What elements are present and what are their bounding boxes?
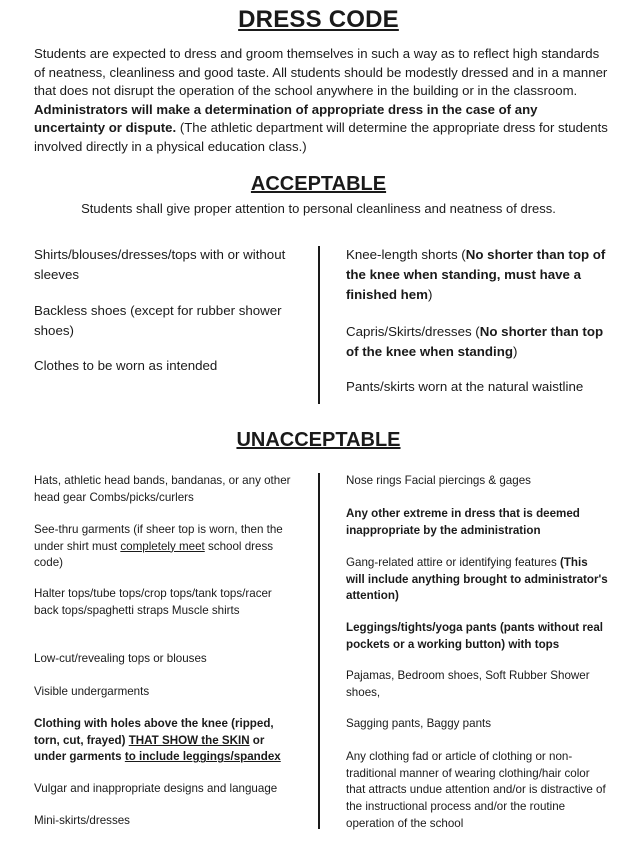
acceptable-item: Clothes to be worn as intended <box>34 358 218 373</box>
item-bold-text: No shorter than top of the knee when standing <box>346 324 604 359</box>
page-title: DRESS CODE <box>238 6 399 33</box>
item-bold-text: or under garments <box>34 733 265 764</box>
item-text: Knee-length shorts ( <box>346 247 466 262</box>
acceptable-item: Pants/skirts worn at the natural waistline <box>346 379 584 394</box>
item-bold-text: No shorter than top of the knee when standing, must have a finished hem <box>346 247 606 302</box>
unacceptable-item: Low-cut/revealing tops or blouses <box>34 652 207 665</box>
unacceptable-item: Any other extreme in dress that is deemed inappropriate by the administration <box>346 507 580 537</box>
unacceptable-item: Pajamas, Bedroom shoes, Soft Rubber Shower shoes, <box>346 669 590 699</box>
item-text: Capris/Skirts/dresses ( <box>346 324 480 339</box>
item-bold-text: (This will include anything brought to administrator's attention) <box>346 556 608 603</box>
unacceptable-item: Visible undergarments <box>34 685 150 698</box>
acceptable-item: Shirts/blouses/dresses/tops with or without sleeves <box>34 247 286 282</box>
intro-bold-statement: Administrators will make a determination of appropriate dress in the case of any uncertainty or dispute. <box>34 101 538 136</box>
unacceptable-item: Sagging pants, Baggy pants <box>346 717 492 730</box>
acceptable-subtitle: Students shall give proper attention to personal cleanliness and neatness of dress. <box>81 201 556 216</box>
intro-paragraph <box>34 45 609 157</box>
item-text: ) <box>512 344 518 359</box>
intro-text-2: (The athletic department will determine the appropriate dress for students involved directly in a physical education class.) <box>34 120 608 154</box>
unacceptable-divider <box>318 473 320 829</box>
item-text: Gang-related attire or identifying features <box>346 556 560 569</box>
acceptable-divider <box>318 246 320 404</box>
item-underlined-text: THAT SHOW the SKIN <box>128 733 250 747</box>
unacceptable-item <box>34 716 296 766</box>
item-underlined-text: to include leggings/spandex <box>124 750 281 764</box>
unacceptable-item: Vulgar and inappropriate designs and language <box>34 782 278 795</box>
unacceptable-item <box>346 555 608 605</box>
intro-text-1: Students are expected to dress and groom themselves in such a way as to reflect high standards of neatness, cleanliness and good taste. All students should be modestly dressed and in a manner that does not disrupt the operation of the school anywhere in the building or in the classroom. <box>34 46 608 99</box>
unacceptable-item: Halter tops/tube tops/crop tops/tank tops/racer back tops/spaghetti straps Muscle shirts <box>34 587 272 617</box>
acceptable-item <box>346 322 614 362</box>
item-text: ) <box>428 287 433 302</box>
unacceptable-heading: UNACCEPTABLE <box>236 429 401 451</box>
item-text: school dress code) <box>34 539 274 570</box>
unacceptable-item: Hats, athletic head bands, bandanas, or any other head gear Combs/picks/curlers <box>34 474 291 504</box>
acceptable-heading: ACCEPTABLE <box>250 173 387 195</box>
unacceptable-item: Any clothing fad or article of clothing or non-traditional manner of wearing clothing/hair color that attracts undue attention and/or is distractive of the instructional process and/or the routine operation of the school <box>346 750 606 830</box>
unacceptable-item: Leggings/tights/yoga pants (pants without real pockets or a working button) with tops <box>346 621 604 651</box>
item-text: See-thru garments (if sheer top is worn, then the under shirt must <box>34 523 283 553</box>
acceptable-item <box>346 245 614 305</box>
unacceptable-item: Nose rings Facial piercings & gages <box>346 474 531 487</box>
item-bold-text: Clothing with holes above the knee (ripped, torn, cut, frayed) <box>34 717 274 747</box>
unacceptable-item: Mini-skirts/dresses <box>34 814 130 827</box>
item-underlined-text: completely meet <box>120 539 205 553</box>
acceptable-item: Backless shoes (except for rubber shower shoes) <box>34 303 282 338</box>
unacceptable-item <box>34 522 296 572</box>
